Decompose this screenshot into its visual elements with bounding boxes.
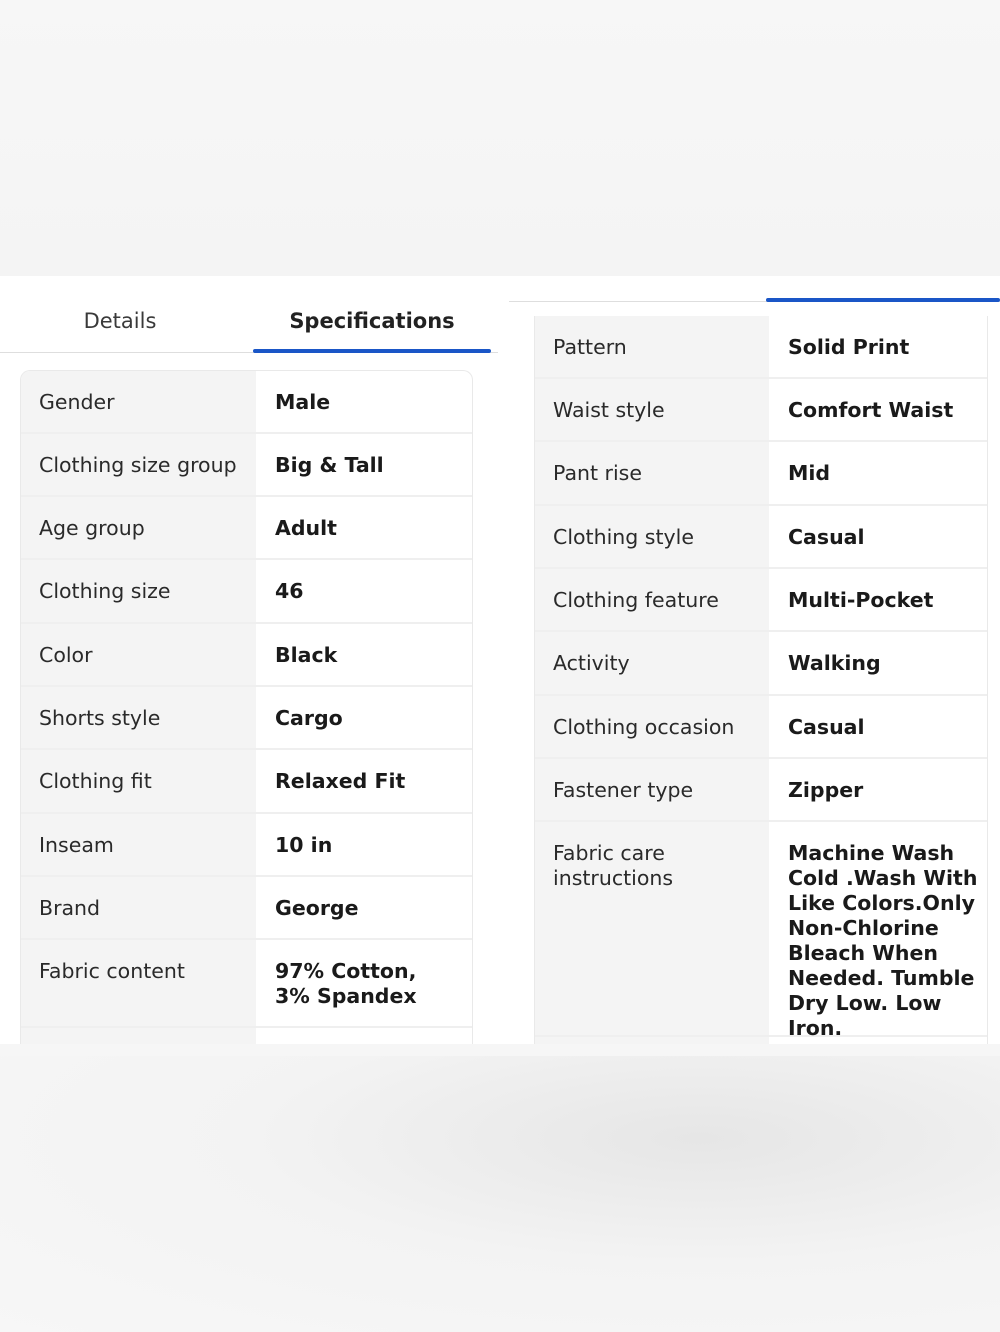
spec-label: Fabric care instructions — [535, 822, 769, 1035]
spec-value: Big & Tall — [275, 453, 384, 477]
spec-value: 97% Cotton, 3% Spandex — [275, 959, 417, 1008]
spec-label: Age group — [21, 497, 256, 558]
spec-value: Relaxed Fit — [275, 769, 406, 793]
spec-row — [21, 560, 472, 624]
spec-row — [21, 624, 472, 687]
spec-row — [21, 877, 472, 940]
spec-row-partial — [21, 1028, 472, 1044]
spec-label: Brand — [21, 877, 256, 938]
spec-row — [21, 750, 472, 814]
spec-label: Clothing fit — [21, 750, 256, 812]
spec-row — [21, 497, 472, 560]
spec-label: Pant rise — [535, 442, 769, 504]
spec-value: Machine Wash Cold .Wash With Like Colors.Only Non-Chlorine Bleach When Needed. Tumble Dry Low. Low Iron. — [788, 841, 978, 1040]
spec-row — [535, 632, 987, 696]
spec-value: Cargo — [275, 706, 343, 730]
spec-value: Black — [275, 643, 338, 667]
spec-label: Clothing occasion — [535, 696, 769, 757]
spec-label: Clothing size group — [21, 434, 256, 495]
spec-row — [21, 371, 472, 434]
spec-label: Clothing feature — [535, 569, 769, 630]
tab-details[interactable]: Details — [83, 309, 157, 333]
left-screenshot-panel — [0, 276, 509, 1044]
spec-label: Gender — [21, 371, 256, 432]
background-bottom — [0, 1056, 1000, 1332]
spec-value: Mid — [788, 461, 831, 485]
tab-specifications[interactable]: Specifications — [289, 309, 455, 333]
spec-label: Fastener type — [535, 759, 769, 820]
spec-row — [21, 814, 472, 877]
spec-row — [535, 696, 987, 759]
spec-row — [535, 822, 987, 1040]
active-tab-indicator — [766, 298, 1000, 302]
spec-row — [535, 569, 987, 632]
spec-value: Solid Print — [788, 335, 910, 359]
spec-label: Clothing size — [21, 560, 256, 622]
spec-row-partial — [535, 1037, 987, 1044]
spec-label: Clothing style — [535, 506, 769, 567]
spec-value: Zipper — [788, 778, 864, 802]
spec-value: Male — [275, 390, 331, 414]
spec-label: Color — [21, 624, 256, 685]
spec-label: Activity — [535, 632, 769, 694]
spec-row — [535, 316, 987, 379]
spec-label: Waist style — [535, 379, 769, 440]
spec-row — [21, 687, 472, 750]
spec-label: Fabric content — [21, 940, 256, 1026]
specifications-table-left — [20, 370, 473, 1044]
background-top — [0, 0, 1000, 276]
spec-value: Adult — [275, 516, 337, 540]
spec-value: George — [275, 896, 359, 920]
spec-value: 46 — [275, 579, 304, 603]
spec-row — [535, 759, 987, 822]
active-tab-indicator — [253, 349, 491, 353]
spec-label: Pattern — [535, 316, 769, 377]
spec-label: Inseam — [21, 814, 256, 875]
spec-row — [21, 940, 472, 1028]
spec-value: 10 in — [275, 833, 333, 857]
spec-label: Shorts style — [21, 687, 256, 748]
spec-row — [535, 506, 987, 569]
spec-value: Walking — [788, 651, 881, 675]
spec-value: Casual — [788, 525, 865, 549]
spec-value: Casual — [788, 715, 865, 739]
spec-row — [535, 442, 987, 506]
spec-value: Comfort Waist — [788, 398, 954, 422]
spec-value: Multi-Pocket — [788, 588, 934, 612]
right-screenshot-panel — [509, 276, 1000, 1044]
spec-row — [535, 379, 987, 442]
specifications-table-right — [534, 316, 988, 1044]
spec-row — [21, 434, 472, 497]
